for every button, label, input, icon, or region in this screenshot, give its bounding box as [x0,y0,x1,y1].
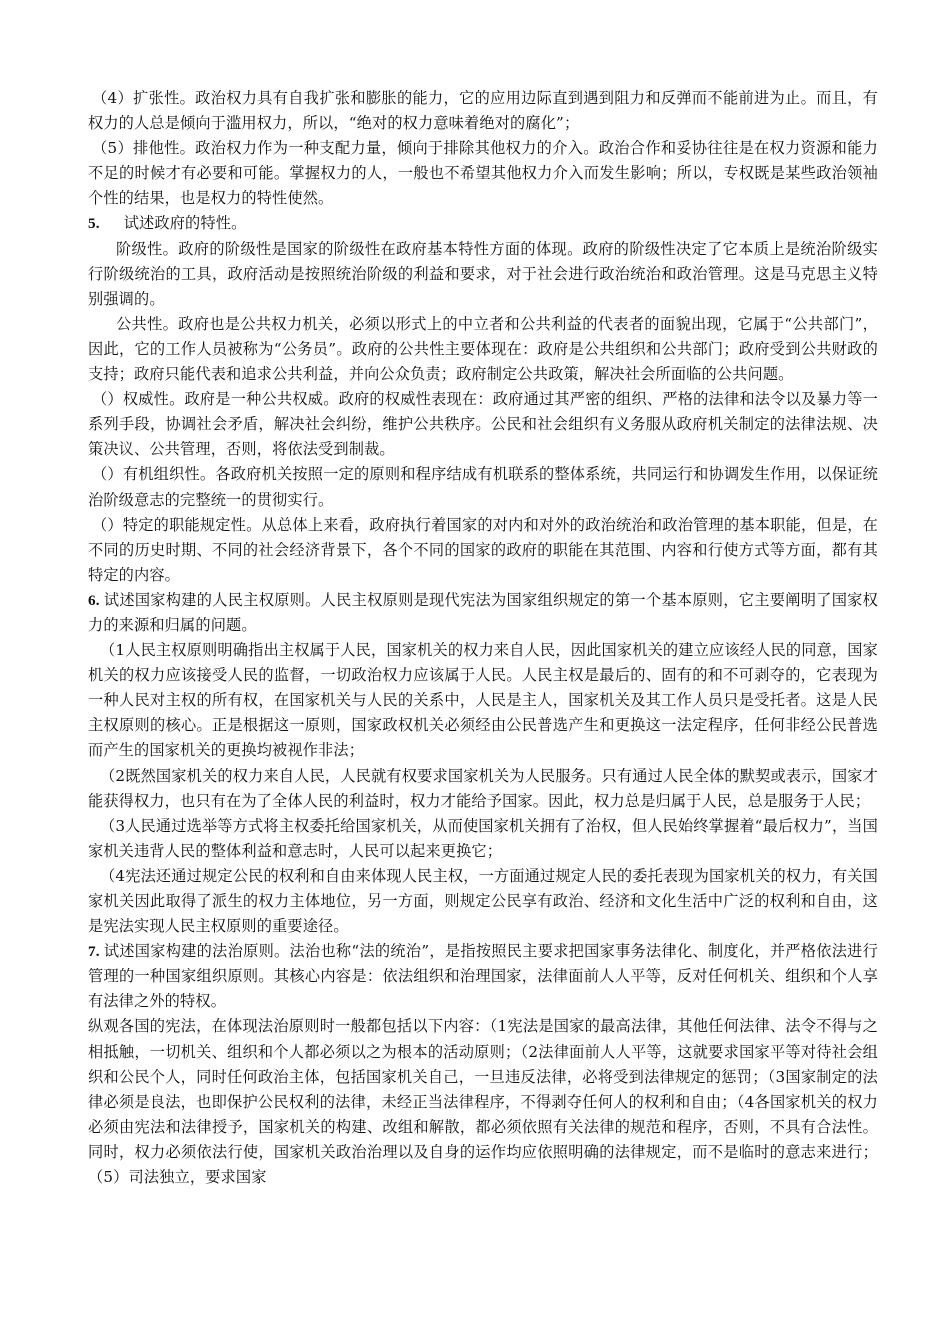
question-6-number: 6. [88,591,100,609]
question-5-heading [88,211,878,236]
question-7-text: 试述国家构建的法治原则。法治也称“法的统治”，是指按照民主要求把国家事务法律化、制度化，并严格依法进行管理的一种国家组织原则。其核心内容是：依法组织和治理国家，法律面前人人平等，反对任何机关、组织和个人享有法律之外的特权。 [88,942,878,1011]
paragraph-popular-sovereignty-1: （1人民主权原则明确指出主权属于人民，国家机关的权力来自人民，因此国家机关的建立应该经人民的同意，国家机关的权力应该接受人民的监督，一切政治权力应该属于人民。人民主权是最后的、固有的和不可剥夺的，它表现为一种人民对主权的所有权，在国家机关与人民的关系中，人民是主人，国家机关及其工作人员只是受托者。这是人民主权原则的核心。正是根据这一原则，国家政权机关必须经由公民普选产生和更换这一法定程序，任何非经公民普选而产生的国家机关的更换均被视作非法； [88,641,878,760]
paragraph-exclusiveness: （5）排他性。政治权力作为一种支配力量，倾向于排除其他权力的介入。政治合作和妥协往往是在权力资源和能力不足的时候才有必要和可能。掌握权力的人，一般也不希望其他权力介入而发生影响；所以，专权既是某些政治领袖个性的结果，也是权力的特性使然。 [88,139,878,208]
paragraph-specific-functions: （）特定的职能规定性。从总体上来看，政府执行着国家的对内和对外的政治统治和政治管理的基本职能，但是，在不同的历史时期、不同的社会经济背景下，各个不同的国家的政府的职能在其范围、内容和行使方式等方面，都有其特定的内容。 [88,515,878,584]
paragraph-publicness: 公共性。政府也是公共权力机关，必须以形式上的中立者和公共利益的代表者的面貌出现，它属于“公共部门”，因此，它的工作人员被称为“公务员”。政府的公共性主要体现在：政府是公共组织和公共部门；政府受到公共财政的支持；政府只能代表和追求公共利益，并向公众负责；政府制定公共政策，解决社会所面临的公共问题。 [88,314,878,384]
paragraph-popular-sovereignty-4: （4宪法还通过规定公民的权利和自由来体现人民主权，一方面通过规定人民的委托表现为国家机关的权力，有关国家机关因此取得了派生的权力主体地位，另一方面，则规定公民享有政治、经济和文化生活中广泛的权利和自由，这是宪法实现人民主权原则的重要途径。 [88,866,878,936]
paragraph-rule-of-law-contents: 纵观各国的宪法，在体现法治原则时一般都包括以下内容：（1宪法是国家的最高法律，其他任何法律、法令不得与之相抵触，一切机关、组织和个人都必须以之为根本的活动原则；（2法律面前人人平等，这就要求国家平等对待社会组织和公民个人，同时任何政治主体，包括国家机关自己，一旦违反法律，必将受到法律规定的惩罚；（3国家制定的法律必须是良法，也即保护公民权利的法律，未经正当法律程序，不得剥夺任何人的权利和自由；（4各国家机关的权力必须由宪法和法律授予，国家机关的构建、改组和解散，都必须依照有关法律的规范和程序，否则，不具有合法性。同时，权力必须依法行使，国家机关政治治理以及自身的运作均应依照明确的法律规定，而不是临时的意志来进行；（5）司法独立，要求国家 [88,1017,878,1187]
question-6-heading [88,588,878,638]
paragraph-organic-organization: （）有机组织性。各政府机关按照一定的原则和程序结成有机联系的整体系统，共同运行和协调发生作用，以保证统治阶级意志的完整统一的贯彻实行。 [88,465,878,509]
paragraph-popular-sovereignty-3: （3人民通过选举等方式将主权委托给国家机关，从而使国家机关拥有了治权，但人民始终掌握着“最后权力”，当国家机关违背人民的整体利益和意志时，人民可以起来更换它； [88,816,878,860]
paragraph-authority: （）权威性。政府是一种公共权威。政府的权威性表现在：政府通过其严密的组织、严格的法律和法令以及暴力等一系列手段，协调社会矛盾，解决社会纠纷，维护公共秩序。公民和社会组织有义务服从政府机关制定的法律法规、决策决议、公共管理，否则，将依法受到制裁。 [88,390,878,459]
paragraph-popular-sovereignty-2: （2既然国家机关的权力来自人民，人民就有权要求国家机关为人民服务。只有通过人民全体的默契或表示，国家才能获得权力，也只有在为了全体人民的利益时，权力才能给予国家。因此，权力总是归属于人民，总是服务于人民； [88,766,878,810]
question-5-number: 5. [88,215,100,233]
document-page [88,86,878,1190]
paragraph-expansiveness: （4）扩张性。政治权力具有自我扩张和膨胀的能力，它的应用边际直到遇到阻力和反弹而不能前进为止。而且，有权力的人总是倾向于滥用权力，所以，“绝对的权力意味着绝对的腐化”； [88,89,878,133]
question-5-text: 试述政府的特性。 [123,214,247,233]
question-7-heading [88,939,878,1014]
paragraph-class-nature: 阶级性。政府的阶级性是国家的阶级性在政府基本特性方面的体现。政府的阶级性决定了它本质上是统治阶级实行阶级统治的工具，政府活动是按照统治阶级的利益和要求，对于社会进行政治统治和政治管理。这是马克思主义特别强调的。 [88,239,878,308]
question-6-text: 试述国家构建的人民主权原则。人民主权原则是现代宪法为国家组织规定的第一个基本原则，它主要阐明了国家权力的来源和归属的问题。 [88,590,878,634]
question-7-number: 7. [88,943,100,961]
